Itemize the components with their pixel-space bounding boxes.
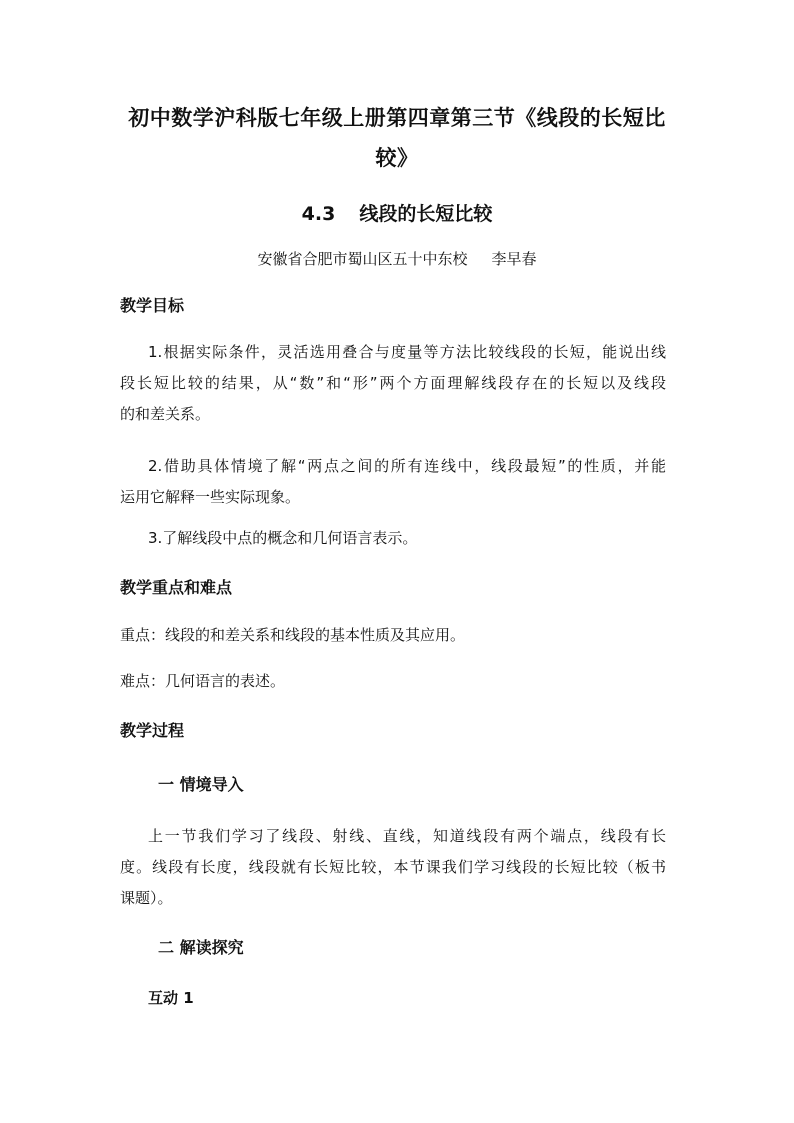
objective-1-line-2: 段长短比较的结果，从“数”和“形”两个方面理解线段存在的长短以及线段 xyxy=(120,374,666,392)
objective-2-line-2: 运用它解释一些实际现象。 xyxy=(120,488,301,506)
objective-1-line-3: 的和差关系。 xyxy=(120,405,211,423)
objective-1-line-1: 1.根据实际条件，灵活选用叠合与度量等方法比较线段的长短，能说出线 xyxy=(148,343,666,361)
heading-part-2: 二 解读探究 xyxy=(158,938,244,957)
heading-process: 教学过程 xyxy=(120,721,185,740)
key-point-focus: 重点：线段的和差关系和线段的基本性质及其应用。 xyxy=(120,626,466,644)
part-1-line-3: 课题）。 xyxy=(120,889,173,907)
objective-2-line-1: 2.借助具体情境了解“两点之间的所有连线中，线段最短”的性质，并能 xyxy=(148,457,666,475)
objective-3-line-1: 3.了解线段中点的概念和几何语言表示。 xyxy=(148,529,418,547)
heading-key-points: 教学重点和难点 xyxy=(120,578,233,597)
heading-interaction-1: 互动 1 xyxy=(148,989,194,1007)
subtitle-number: 4.3 xyxy=(301,203,336,225)
author-name: 李早春 xyxy=(491,250,537,268)
heading-objectives: 教学目标 xyxy=(120,296,185,315)
document-title-line-2: 较》 xyxy=(375,146,419,170)
part-1-line-1: 上一节我们学习了线段、射线、直线，知道线段有两个端点，线段有长 xyxy=(148,827,666,845)
subtitle-text: 线段的长短比较 xyxy=(359,203,493,225)
part-1-line-2: 度。线段有长度，线段就有长短比较，本节课我们学习线段的长短比较（板书 xyxy=(120,858,666,876)
author-line xyxy=(0,252,794,267)
document-title-line-1: 初中数学沪科版七年级上册第四章第三节《线段的长短比 xyxy=(128,106,666,130)
section-subtitle xyxy=(0,205,794,224)
key-point-difficulty: 难点：几何语言的表述。 xyxy=(120,672,286,690)
heading-part-1: 一 情境导入 xyxy=(158,775,244,794)
author-school: 安徽省合肥市蜀山区五十中东校 xyxy=(257,250,468,268)
